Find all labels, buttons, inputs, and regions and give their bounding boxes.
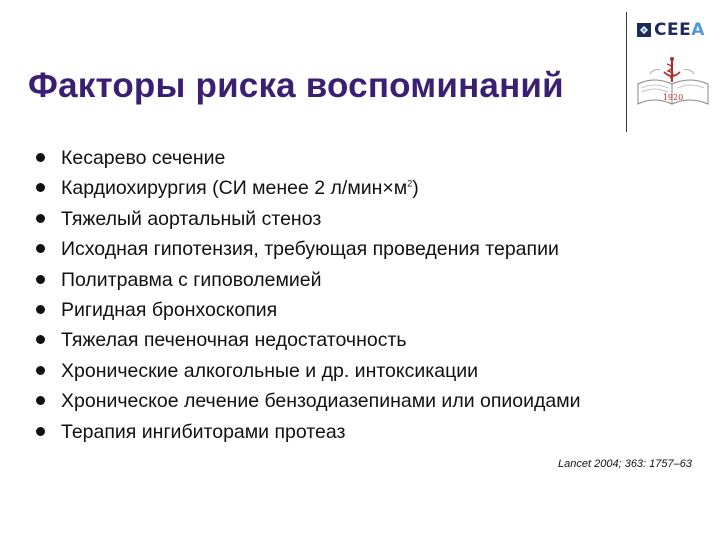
bullet-icon	[36, 366, 45, 375]
emblem-year: 1920	[662, 93, 684, 102]
list-item-text: Политравма с гиповолемией	[61, 268, 322, 291]
bullet-icon	[36, 244, 45, 253]
citation-reference: Lancet 2004; 363: 1757–63	[558, 458, 692, 470]
bullet-icon	[36, 183, 45, 192]
bullet-icon	[36, 305, 45, 314]
ceea-logo	[637, 18, 705, 42]
list-item	[36, 359, 581, 389]
bullet-icon	[36, 427, 45, 436]
list-item-text: Тяжелая печеночная недостаточность	[61, 329, 407, 352]
bullet-icon	[36, 275, 45, 284]
list-item-text: Хроническое лечение бензодиазепинами или опиоидами	[61, 390, 581, 413]
bullet-icon	[36, 153, 45, 162]
header-divider	[626, 12, 627, 132]
list-item-text: Исходная гипотензия, требующая проведения терапии	[61, 238, 559, 261]
list-item	[36, 328, 581, 358]
ceea-logo-text-accent: A	[691, 20, 705, 40]
ceea-logo-mark-icon	[637, 23, 651, 37]
ceea-logo-text-main: CEE	[654, 20, 692, 40]
ceea-logo-text	[654, 20, 705, 40]
society-emblem-icon	[630, 54, 716, 110]
list-item-text: Кардиохирургия (СИ менее 2 л/мин×м	[61, 177, 408, 200]
slide-title: Факторы риска воспоминаний	[28, 66, 564, 105]
risk-factor-list	[36, 146, 581, 450]
list-item	[36, 420, 581, 450]
list-item	[36, 268, 581, 298]
list-item	[36, 176, 581, 206]
bullet-icon	[36, 214, 45, 223]
list-item-text: Хронические алкогольные и др. интоксикации	[61, 359, 479, 382]
list-item-text: Терапия ингибиторами протеаз	[61, 420, 346, 443]
list-item-text: Тяжелый аортальный стеноз	[61, 207, 322, 230]
list-item	[36, 298, 581, 328]
bullet-icon	[36, 335, 45, 344]
list-item	[36, 389, 581, 419]
list-item-text: Ригидная бронхоскопия	[61, 298, 278, 321]
list-item-suffix: )	[412, 177, 419, 200]
bullet-icon	[36, 396, 45, 405]
list-item	[36, 146, 581, 176]
list-item	[36, 237, 581, 267]
list-item	[36, 207, 581, 237]
list-item-superscript: 2	[407, 178, 413, 189]
list-item-text: Кесарево сечение	[61, 147, 226, 169]
